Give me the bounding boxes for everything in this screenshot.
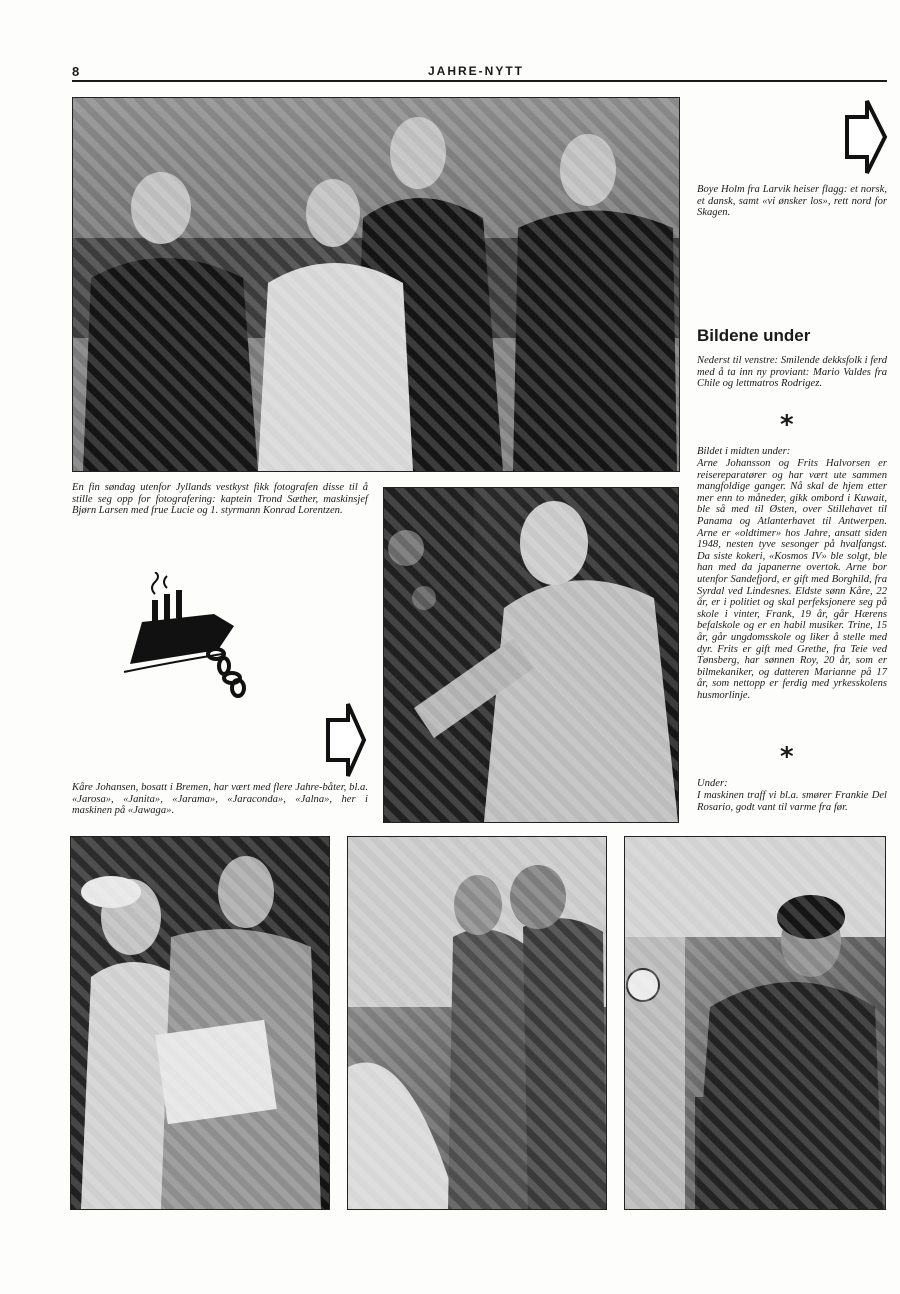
- middle-caption-text: Arne Johansson og Frits Halvorsen er reisereparatører og har vært ute sammen mangfoldige ganger. Nå skal de hjem etter mer enn to måneder, gikk ombord i Kuwait, ble så med til Østen, over Stillehavet til Panama og Atlanterhavet til Antwerpen. Arne er «oldtimer» hos Jahre, ansatt siden 1948, nesten tyve sesonger på hvalfangst. Da siste kokeri, «Kosmos IV» ble solgt, ble han med da japanerne overtok. Arne bor utenfor Sandefjord, er gift med Borghild, fra Syrdal ved Lindesnes. Eldste sønn Kåre, 22 år, er i politiet og skal perfeksjonere seg på skole i vinter, Frank, 19 år, går Hærens befalskole og er en habil musiker. Trine, 15 år, går ungdomsskole og liker å stelle med dyr. Frits er gift med Grethe, fra Teie ved Tønsberg, har sønnen Roy, 20 år, som er bilmekaniker, og datteren Marianne på 17 år, som nettopp er ferdig med yrkesskolens husmorlinje.: [697, 458, 887, 701]
- middle-caption-intro: Bildet i midten under:: [697, 446, 791, 457]
- photo-deckhands: [70, 836, 330, 1210]
- sidebar-heading: Bildene under: [697, 326, 811, 345]
- flag-caption: Boye Holm fra Larvik heiser flagg: et norsk, et dansk, samt «vi ønsker los», rett nord for Skagen.: [697, 184, 887, 219]
- engine-room-caption: Kåre Johansen, bosatt i Bremen, har vært med flere Jahre-båter, bl.a. «Jarosa», «Janita», «Jarama», «Jaraconda», «Jalna», her i maskinen på «Jawaga».: [72, 782, 368, 817]
- right-arrow-icon: [843, 97, 888, 177]
- photo-officers-group: [72, 97, 680, 472]
- separator-star: *: [780, 410, 794, 440]
- under-caption-intro: Under:: [697, 778, 728, 789]
- photo-engine-oiler: [624, 836, 886, 1210]
- photo-engine-room: [383, 487, 679, 823]
- bottom-left-caption: Nederst til venstre: Smilende dekksfolk i ferd med å ta inn ny proviant: Mario Valdes fra Chile og lettmatros Rodrigez.: [697, 355, 887, 390]
- under-caption-text: I maskinen traff vi bl.a. smører Frankie Del Rosario, godt vant til varme fra før.: [697, 790, 887, 813]
- photo-repairmen: [347, 836, 607, 1210]
- ship-anchor-chain-icon: [122, 572, 250, 702]
- page-number: 8: [72, 64, 80, 79]
- running-head: JAHRE-NYTT: [428, 64, 525, 78]
- right-arrow-icon: [324, 700, 368, 780]
- header-rule: [72, 80, 887, 82]
- separator-star: *: [780, 742, 794, 772]
- group-photo-caption: En fin søndag utenfor Jyllands vestkyst fikk fotografen disse til å stille seg opp for fotografering: kaptein Trond Sæther, maskinsjef Bjørn Larsen med frue Lucie og 1. styrmann Konrad Lorentzen.: [72, 482, 368, 517]
